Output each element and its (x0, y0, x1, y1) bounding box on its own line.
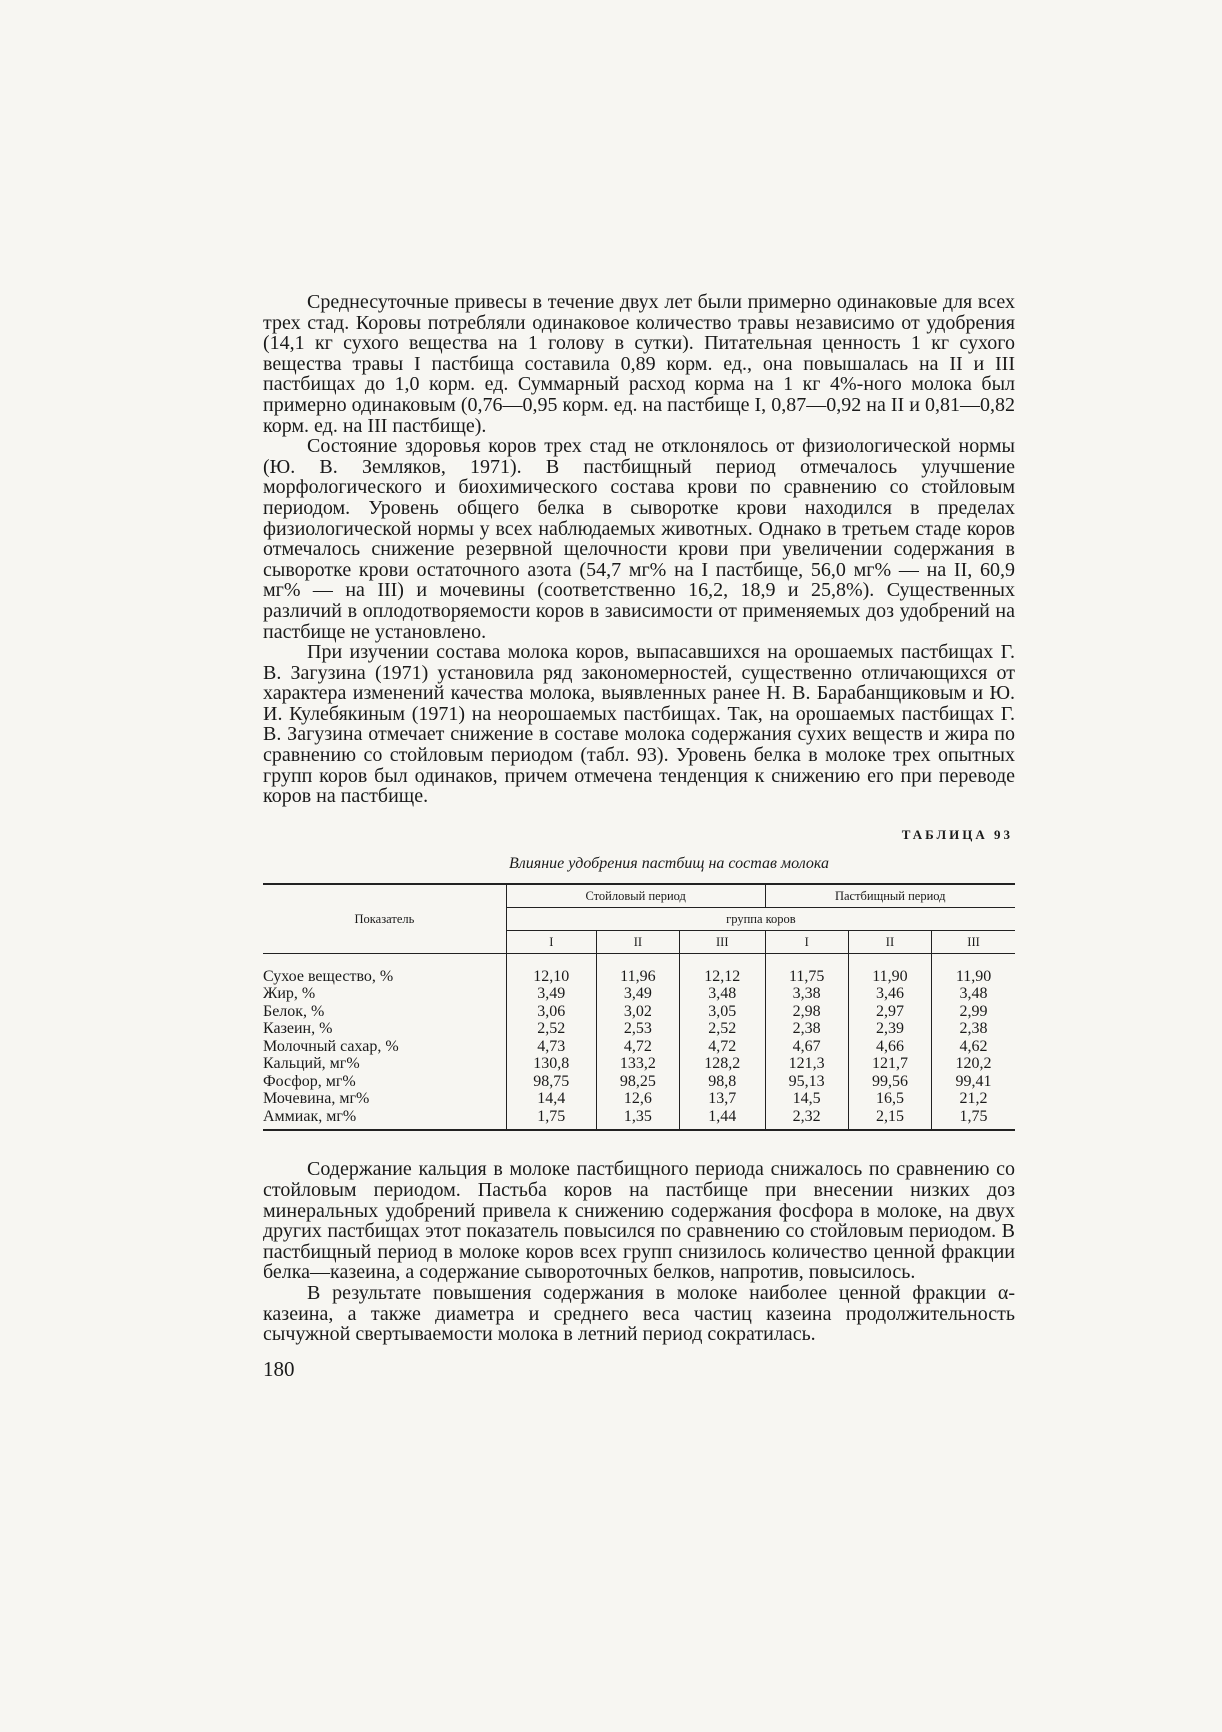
row-label: Аммиак, мг% (263, 1108, 506, 1131)
table-cell: 3,05 (680, 1003, 766, 1021)
row-label: Белок, % (263, 1002, 325, 1020)
page-number: 180 (263, 1356, 295, 1381)
table-cell: 4,67 (765, 1038, 848, 1056)
table-row (263, 1055, 1015, 1073)
header-group-cell: II (848, 930, 931, 953)
table-row (263, 1108, 1015, 1131)
table-cell: 98,8 (680, 1073, 766, 1091)
table-cell: 3,38 (765, 985, 848, 1003)
table-row (263, 1073, 1015, 1091)
paragraph-3: При изучении состава молока коров, выпасавшихся на орошаемых пастбищах Г. В. Загузина (1971) установила ряд закономерностей, существенно отличающихся от характера изменений качества молока, выявленных ранее Н. В. Барабанщиковым и Ю. И. Кулебякиным (1971) на неорошаемых пастбищах. Так, на орошаемых пастбищах Г. В. Загузина отмечает снижение в составе молока содержания сухих веществ и жира по сравнению со стойловым периодом (табл. 93). Уровень белка в молоке трех опытных групп коров был одинаков, причем отмечена тенденция к снижению его при переводе коров на пастбище. (263, 641, 1015, 808)
table-cell: 14,5 (765, 1090, 848, 1108)
paragraph-5: В результате повышения содержания в молоке наиболее ценной фракции α-казеина, а также диаметра и среднего веса частиц казеина продолжительность сычужной свертываемости молока в летний период сократилась. (263, 1281, 1015, 1346)
table-cell: 3,46 (848, 985, 931, 1003)
table-cell: 99,41 (932, 1073, 1015, 1091)
table-cell: 2,52 (506, 1020, 596, 1038)
table-cell: 2,99 (932, 1003, 1015, 1021)
table-cell: 11,75 (765, 953, 848, 985)
header-group-cell: III (680, 930, 766, 953)
table-cell: 120,2 (932, 1055, 1015, 1073)
row-label: Фосфор, мг% (263, 1072, 356, 1090)
table-cell: 130,8 (506, 1055, 596, 1073)
table-cell: 2,38 (932, 1020, 1015, 1038)
header-group-cell: I (506, 930, 596, 953)
row-label: Молочный сахар, % (263, 1037, 399, 1055)
table-cell: 2,53 (596, 1020, 679, 1038)
table-cell: 1,75 (506, 1108, 596, 1131)
table-cell: 4,62 (932, 1038, 1015, 1056)
table-cell: 4,72 (596, 1038, 679, 1056)
table-row (263, 1003, 1015, 1021)
table-cell: 3,48 (932, 985, 1015, 1003)
table-row (263, 1090, 1015, 1108)
header-group: группа коров (506, 907, 1015, 930)
table-cell: 3,06 (506, 1003, 596, 1021)
header-group-cell: II (596, 930, 679, 953)
table-cell: 2,39 (848, 1020, 931, 1038)
table-cell: 2,98 (765, 1003, 848, 1021)
table-cell: 2,32 (765, 1108, 848, 1131)
row-label: Жир, % (263, 985, 316, 1003)
data-table (263, 883, 1015, 1132)
table-cell: 3,49 (596, 985, 679, 1003)
page (263, 292, 1015, 1382)
table-cell: 13,7 (680, 1090, 766, 1108)
table-cell: 128,2 (680, 1055, 766, 1073)
table-cell: 121,3 (765, 1055, 848, 1073)
table-cell: 98,25 (596, 1073, 679, 1091)
table-cell: 11,90 (848, 953, 931, 985)
table-cell: 2,38 (765, 1020, 848, 1038)
table-cell: 1,35 (596, 1108, 679, 1131)
table-cell: 2,52 (680, 1020, 766, 1038)
paragraph-1: Среднесуточные привесы в течение двух лет были примерно одинаковые для всех трех стад. Коровы потребляли одинаковое количество травы независимо от удобрения (14,1 кг сухого вещества на 1 голову в сутки). Питательная ценность 1 кг сухого вещества травы I пастбища составила 0,89 корм. ед., она повышалась на II и III пастбищах до 1,0 корм. ед. Суммарный расход корма на 1 кг 4%-ного молока был примерно одинаковым (0,76—0,95 корм. ед. на пастбище I, 0,87—0,92 на II и 0,81—0,82 корм. ед. на III пастбище). (263, 291, 1015, 437)
table-cell: 95,13 (765, 1073, 848, 1091)
paragraph-2: Состояние здоровья коров трех стад не отклонялось от физиологической нормы (Ю. В. Земляков, 1971). В пастбищный период отмечалось улучшение морфологического и биохимического состава крови по сравнению со стойловым периодом. Уровень общего белка в сыворотке крови находился в пределах физиологической нормы у всех наблюдаемых животных. Однако в третьем стаде коров отмечалось снижение резервной щелочности крови при увеличении содержания в сыворотке крови остаточного азота (54,7 мг% на I пастбище, 56,0 мг% — на II, 60,9 мг% — на III) и мочевины (соответственно 16,2, 18,9 и 25,8%). Существенных различий в оплодотворяемости коров в зависимости от применяемых доз удобрений на пастбище не установлено. (263, 435, 1015, 643)
table-cell: 4,66 (848, 1038, 931, 1056)
table-row (263, 953, 1015, 985)
table-cell: 121,7 (848, 1055, 931, 1073)
table-cell: 2,15 (848, 1108, 931, 1131)
table-cell: 4,73 (506, 1038, 596, 1056)
table-cell: 12,10 (506, 953, 596, 985)
table-cell: 21,2 (932, 1090, 1015, 1108)
table-label: ТАБЛИЦА 93 (901, 826, 1013, 842)
table-row (263, 1020, 1015, 1038)
row-label: Казеин, % (263, 1020, 333, 1038)
header-period-pasture: Пастбищный период (765, 884, 1015, 908)
table-cell: 14,4 (506, 1090, 596, 1108)
table-body (263, 953, 1015, 1130)
table-cell: 99,56 (848, 1073, 931, 1091)
table-row (263, 1038, 1015, 1056)
table-cell: 1,75 (932, 1108, 1015, 1131)
row-label: Мочевина, мг% (263, 1090, 370, 1108)
table-caption: Влияние удобрения пастбищ на состав молока (509, 854, 829, 872)
header-indicator: Показатель (263, 884, 506, 954)
table-cell: 3,49 (506, 985, 596, 1003)
header-group-cell: III (932, 930, 1015, 953)
header-group-cell: I (765, 930, 848, 953)
table-cell: 16,5 (848, 1090, 931, 1108)
row-label: Кальций, мг% (263, 1055, 360, 1073)
table-cell: 98,75 (506, 1073, 596, 1091)
table-cell: 11,90 (932, 953, 1015, 985)
paragraph-4: Содержание кальция в молоке пастбищного периода снижалось по сравнению со стойловым периодом. Пастьба коров на пастбище при внесении низких доз минеральных удобрений привела к снижению содержания фосфора в молоке, на двух других пастбищах этот показатель повысился по сравнению со стойловым периодом. В пастбищный период в молоке коров всех групп снизилось количество ценной фракции белка—казеина, а содержание сывороточных белков, напротив, повысилось. (263, 1158, 1015, 1284)
table-cell: 2,97 (848, 1003, 931, 1021)
table-cell: 11,96 (596, 953, 679, 985)
table-cell: 1,44 (680, 1108, 766, 1131)
table-cell: 12,12 (680, 953, 766, 985)
table-cell: 4,72 (680, 1038, 766, 1056)
table-row (263, 985, 1015, 1003)
table-cell: 3,48 (680, 985, 766, 1003)
header-period-stall: Стойловый период (506, 884, 765, 908)
table-cell: 3,02 (596, 1003, 679, 1021)
table-cell: 133,2 (596, 1055, 679, 1073)
row-label: Сухое вещество, % (263, 967, 394, 985)
table-cell: 12,6 (596, 1090, 679, 1108)
